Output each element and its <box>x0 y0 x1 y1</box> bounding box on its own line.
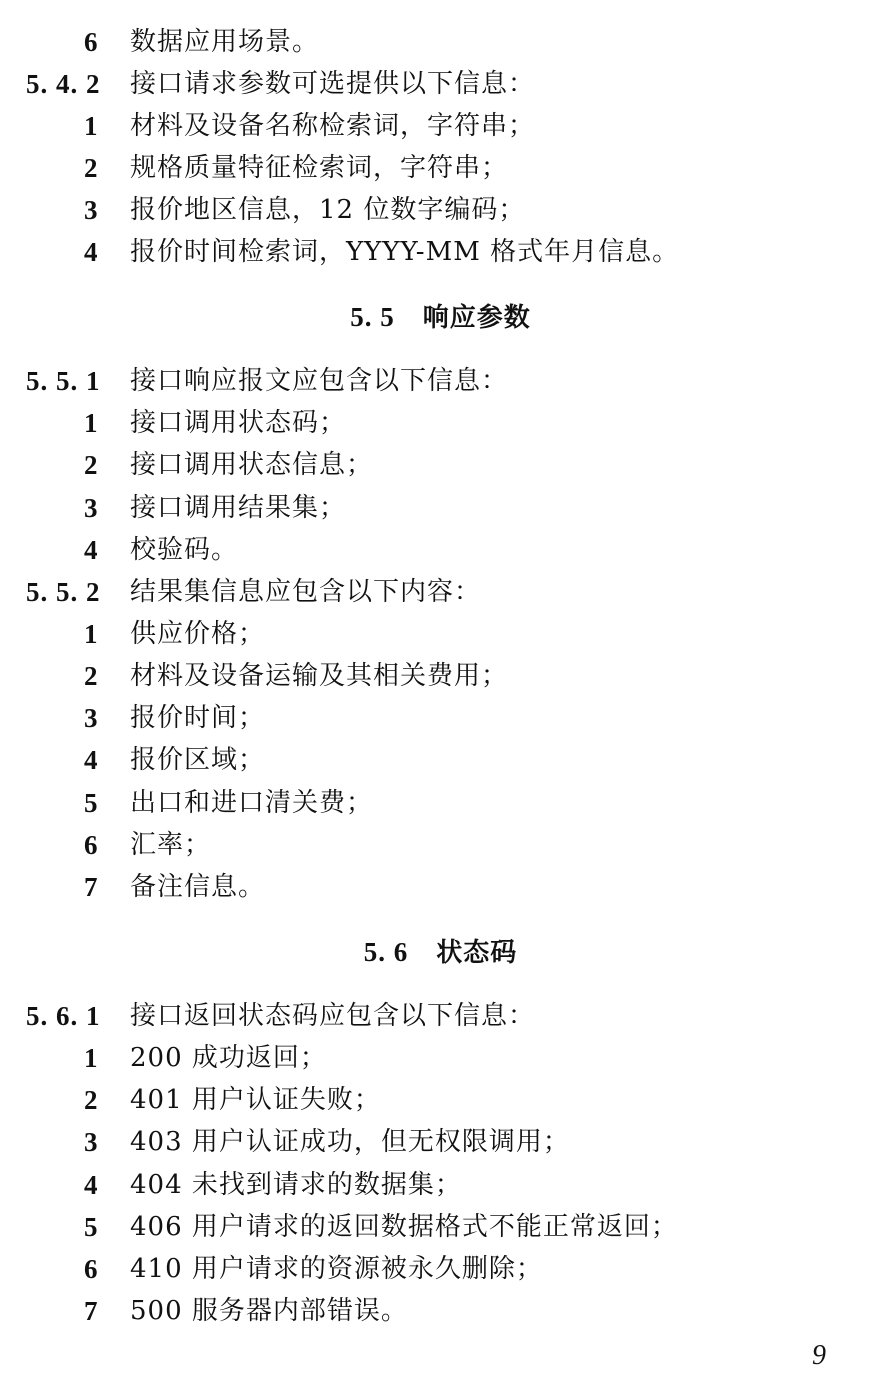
item-number: 7 <box>84 872 99 902</box>
clause-text: 结果集信息应包含以下内容： <box>130 577 482 607</box>
item-number: 6 <box>84 830 99 860</box>
item-number: 4 <box>84 745 99 775</box>
item-text: 校验码。 <box>130 535 239 565</box>
section-heading-5-6 <box>0 934 881 970</box>
item-number: 5 <box>84 788 99 818</box>
item-text: 汇率； <box>130 830 212 860</box>
item-text: 报价区域； <box>130 745 266 775</box>
item-number: 4 <box>84 1170 99 1200</box>
item-number: 3 <box>84 1127 99 1157</box>
item-number: 2 <box>84 1085 99 1115</box>
clause-number: 5. 6. 1 <box>26 1001 101 1031</box>
item-text: 规格质量特征检索词，字符串； <box>130 153 509 183</box>
item-number: 1 <box>84 1043 99 1073</box>
item-text: 报价时间； <box>130 703 266 733</box>
item-text: 材料及设备名称检索词，字符串； <box>130 111 536 141</box>
item-text: 材料及设备运输及其相关费用； <box>130 661 509 691</box>
section-number: 5. 6 <box>363 937 409 967</box>
clause-text: 接口返回状态码应包含以下信息： <box>130 1001 536 1031</box>
item-number: 1 <box>84 111 99 141</box>
item-number: 4 <box>84 237 99 267</box>
item-number: 4 <box>84 535 99 565</box>
item-number: 6 <box>84 27 99 57</box>
clause-number: 5. 4. 2 <box>26 69 101 99</box>
page-number: 9 <box>812 1340 826 1371</box>
item-text: 数据应用场景。 <box>130 27 320 57</box>
item-text: 接口调用结果集； <box>130 493 347 523</box>
item-number: 6 <box>84 1254 99 1284</box>
item-number: 1 <box>84 619 99 649</box>
item-text: 备注信息。 <box>130 872 266 902</box>
item-text: 接口调用状态信息； <box>130 450 374 480</box>
item-text: 406 用户请求的返回数据格式不能正常返回； <box>130 1212 678 1242</box>
item-text: 500 服务器内部错误。 <box>130 1296 408 1326</box>
item-text: 404 未找到请求的数据集； <box>130 1170 462 1200</box>
item-number: 1 <box>84 408 99 438</box>
item-number: 3 <box>84 493 99 523</box>
clause-text: 接口请求参数可选提供以下信息： <box>130 69 536 99</box>
item-number: 3 <box>84 703 99 733</box>
item-text: 401 用户认证失败； <box>130 1085 381 1115</box>
item-number: 2 <box>84 661 99 691</box>
item-number: 5 <box>84 1212 99 1242</box>
section-title: 响应参数 <box>422 303 531 333</box>
section-number: 5. 5 <box>350 302 395 332</box>
item-number: 2 <box>84 153 99 183</box>
clause-number: 5. 5. 1 <box>26 366 101 396</box>
clause-text: 接口响应报文应包含以下信息： <box>130 366 509 396</box>
item-text: 410 用户请求的资源被永久删除； <box>130 1254 543 1284</box>
item-text: 出口和进口清关费； <box>130 788 374 818</box>
section-heading-5-5 <box>0 299 881 335</box>
item-text: 403 用户认证成功，但无权限调用； <box>130 1127 570 1157</box>
section-title: 状态码 <box>436 938 518 968</box>
item-number: 2 <box>84 450 99 480</box>
item-text: 供应价格； <box>130 619 266 649</box>
item-text: 报价时间检索词，YYYY-MM 格式年月信息。 <box>130 237 680 267</box>
item-text: 200 成功返回； <box>130 1043 327 1073</box>
item-number: 7 <box>84 1296 99 1326</box>
item-text: 报价地区信息，12 位数字编码； <box>130 195 526 225</box>
item-text: 接口调用状态码； <box>130 408 347 438</box>
item-number: 3 <box>84 195 99 225</box>
clause-number: 5. 5. 2 <box>26 577 101 607</box>
